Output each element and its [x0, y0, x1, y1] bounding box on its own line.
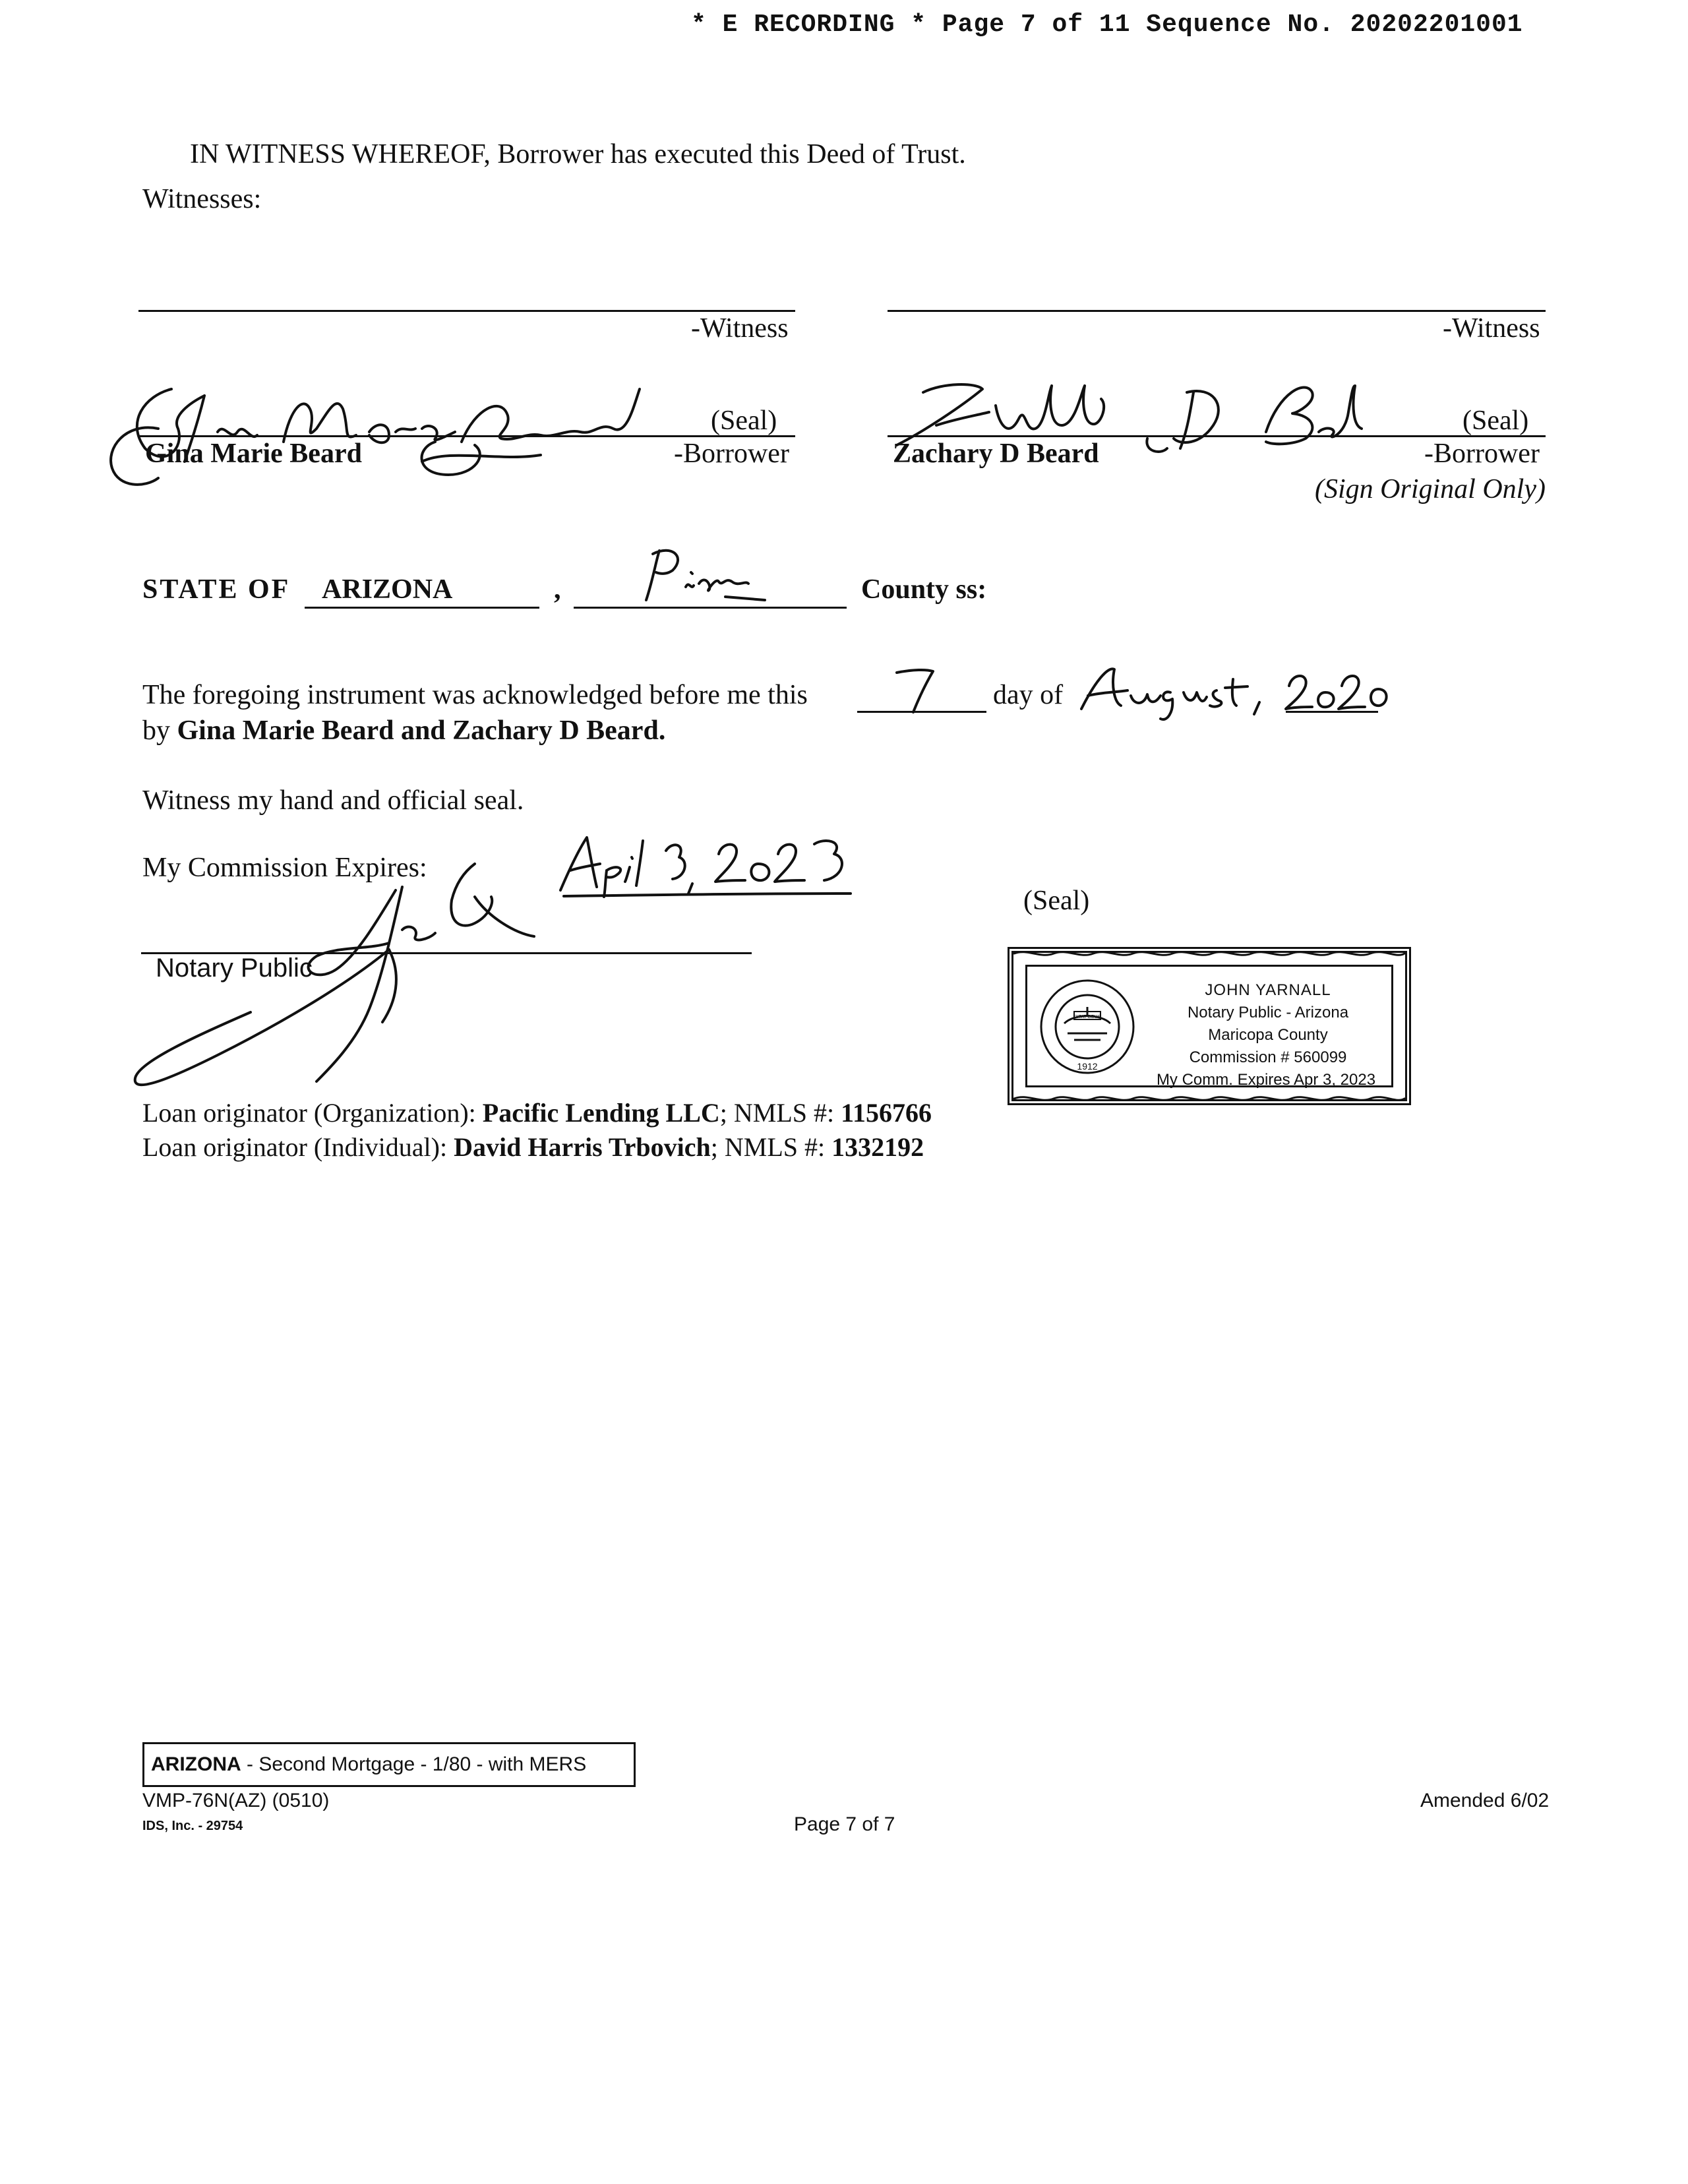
borrower1-label: -Borrower — [674, 439, 789, 469]
by-line — [142, 715, 665, 746]
witnesses-label: Witnesses: — [142, 184, 262, 214]
state-value: ARIZONA — [322, 574, 453, 605]
county-handwritten — [633, 541, 765, 607]
org-nmls: 1156766 — [841, 1098, 932, 1128]
commission-handwritten — [554, 828, 864, 900]
witness-label-right: -Witness — [1443, 313, 1540, 344]
stamp-name: JOHN YARNALL — [1205, 981, 1331, 999]
ind-nmls-label: ; NMLS #: — [710, 1132, 826, 1162]
amended-date: Amended 6/02 — [1420, 1790, 1550, 1811]
year-handwritten — [1279, 659, 1398, 719]
day-handwritten — [884, 659, 950, 719]
stamp-inner — [1025, 965, 1393, 1087]
great-seal-icon — [1038, 977, 1137, 1076]
borrower1-seal: (Seal) — [711, 406, 777, 436]
sign-original-note: (Sign Original Only) — [1315, 474, 1546, 504]
org-label: Loan originator (Organization): — [142, 1098, 476, 1128]
county-label: County ss: — [861, 574, 987, 605]
notary-label: Notary Public — [156, 954, 313, 983]
page-number: Page 7 of 7 — [794, 1813, 895, 1835]
year-line — [1286, 711, 1378, 713]
borrower2-name: Zachary D Beard — [893, 439, 1099, 469]
day-of-label: day of — [993, 680, 1064, 710]
notary-seal-label: (Seal) — [1023, 886, 1090, 916]
ind-label: Loan originator (Individual): — [142, 1132, 448, 1162]
day-line — [857, 711, 986, 713]
commission-label: My Commission Expires: — [142, 853, 427, 883]
state-comma: , — [554, 574, 561, 605]
by-names: Gina Marie Beard and Zachary D Beard — [177, 715, 659, 746]
county-line — [574, 607, 847, 609]
foregoing-text: The foregoing instrument was acknowledged before me this — [142, 680, 808, 710]
form-code: VMP-76N(AZ) (0510) — [142, 1790, 330, 1811]
by-period: . — [658, 715, 666, 746]
notary-stamp — [1008, 947, 1411, 1105]
great-seal-year: 1912 — [1077, 1061, 1098, 1072]
recording-banner: * E RECORDING * Page 7 of 11 Sequence No. 20202201001 — [691, 11, 1523, 39]
ind-nmls: 1332192 — [831, 1132, 924, 1162]
stamp-county: Maricopa County — [1208, 1026, 1328, 1044]
borrower1-name: Gina Marie Beard — [145, 439, 362, 469]
stamp-title: Notary Public - Arizona — [1187, 1004, 1349, 1021]
form-state: ARIZONA — [151, 1753, 241, 1775]
witness-line-right — [888, 310, 1546, 312]
by-label: by — [142, 715, 170, 746]
month-handwritten — [1075, 656, 1286, 722]
witness-label-left: -Witness — [691, 313, 789, 344]
borrower2-line — [888, 435, 1546, 437]
ind-name: David Harris Trbovich — [454, 1132, 711, 1162]
org-nmls-label: ; NMLS #: — [719, 1098, 835, 1128]
great-seal-motto: DITAT DEUS — [1073, 1015, 1101, 1019]
form-desc: - Second Mortgage - 1/80 - with MERS — [241, 1753, 587, 1775]
org-name: Pacific Lending LLC — [482, 1098, 720, 1128]
loan-originator-ind — [142, 1132, 924, 1163]
state-label: STATE OF — [142, 574, 291, 605]
witness-intro: IN WITNESS WHEREOF, Borrower has executed this Deed of Trust. — [190, 139, 966, 169]
ids-code: IDS, Inc. - 29754 — [142, 1819, 243, 1833]
stamp-expires: My Comm. Expires Apr 3, 2023 — [1156, 1071, 1376, 1089]
form-box — [142, 1742, 636, 1787]
borrower2-label: -Borrower — [1424, 439, 1540, 469]
borrower2-seal: (Seal) — [1462, 406, 1529, 436]
witness-line-left — [138, 310, 795, 312]
loan-originator-org — [142, 1097, 932, 1128]
state-line — [305, 607, 539, 609]
stamp-commission: Commission # 560099 — [1189, 1048, 1347, 1066]
witness-hand-text: Witness my hand and official seal. — [142, 785, 524, 816]
borrower1-line — [138, 435, 795, 437]
